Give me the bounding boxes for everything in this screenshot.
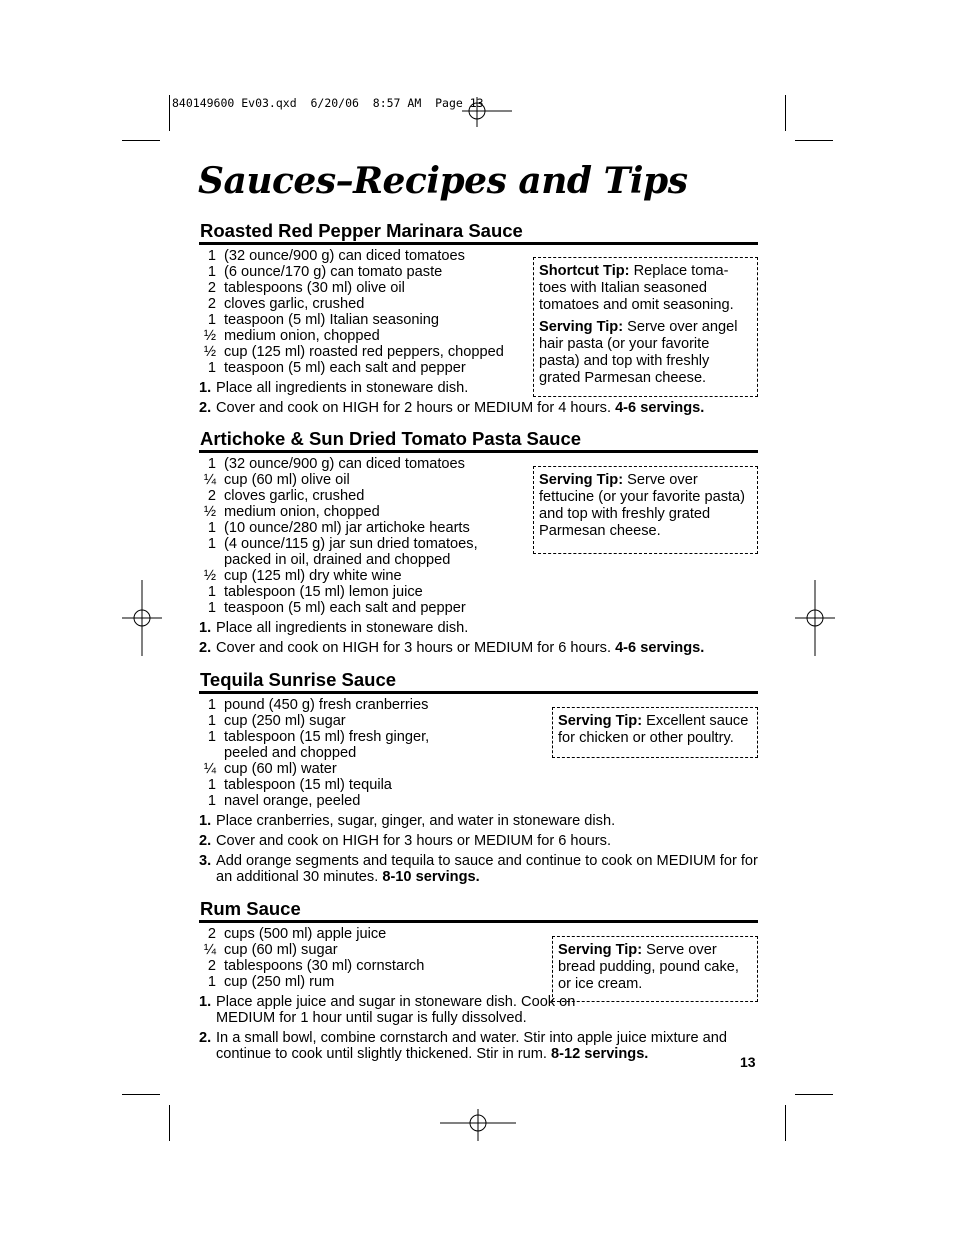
ingredient-qty: ¼ <box>203 761 216 777</box>
ingredient-qty: ½ <box>203 328 216 344</box>
ingredient-qty: ¼ <box>203 942 216 958</box>
tip-label: Serving Tip: <box>558 942 643 958</box>
tip-paragraph <box>558 942 753 993</box>
ingredient-text: cloves garlic, crushed <box>224 488 365 504</box>
ingredient-qty: ½ <box>203 568 216 584</box>
ingredient-text: cup (125 ml) roasted red peppers, chopped <box>224 344 504 360</box>
step-item <box>199 853 761 885</box>
step-list <box>199 813 758 885</box>
ingredient-text: (32 ounce/900 g) can diced tomatoes <box>224 456 465 472</box>
ingredient-qty: 2 <box>207 488 216 504</box>
tip-paragraph <box>539 319 753 387</box>
step-text: Place apple juice and sugar in stoneware dish. Cook on MEDIUM for 1 hour until sugar is fully dissolved. <box>216 994 576 1026</box>
step-number: 1. <box>199 994 212 1010</box>
crop-mark <box>122 140 160 141</box>
step-list <box>199 994 758 1062</box>
crop-mark <box>785 95 786 131</box>
step-text: Cover and cook on HIGH for 3 hours or MEDIUM for 6 hours. <box>216 640 616 656</box>
ingredient-qty: 2 <box>207 296 216 312</box>
ingredient-text: cup (60 ml) sugar <box>224 942 338 958</box>
ingredient-text: tablespoons (30 ml) olive oil <box>224 280 405 296</box>
ingredient-item <box>199 568 758 584</box>
crop-mark <box>169 95 170 131</box>
servings-yield: 4-6 servings. <box>615 640 705 656</box>
ingredient-qty: 1 <box>207 713 216 729</box>
ingredient-text: cups (500 ml) apple juice <box>224 926 387 942</box>
step-text: Place cranberries, sugar, ginger, and water in stoneware dish. <box>216 813 616 829</box>
ingredient-item <box>199 536 496 568</box>
registration-mark-left <box>122 580 162 656</box>
tip-label: Serving Tip: <box>539 472 624 488</box>
ingredient-text: cloves garlic, crushed <box>224 296 365 312</box>
ingredient-qty: 1 <box>207 697 216 713</box>
ingredient-text: (6 ounce/170 g) can tomato paste <box>224 264 443 280</box>
recipe-title: Tequila Sunrise Sauce <box>199 668 758 694</box>
step-list <box>199 620 758 656</box>
registration-mark-bottom <box>440 1109 516 1141</box>
ingredient-text: navel orange, peeled <box>224 793 361 809</box>
tip-text: Serve over angel hair pasta (or your favorite pasta) and top with freshly grated Parmesan cheese. <box>539 319 738 386</box>
ingredient-item <box>199 761 758 777</box>
step-number: 2. <box>199 1030 212 1046</box>
step-number: 1. <box>199 380 212 396</box>
ingredient-qty: 1 <box>207 264 216 280</box>
tip-text: Replace toma-toes with Italian seasoned tomatoes and omit seasoning. <box>539 263 734 313</box>
ingredient-item <box>199 777 758 793</box>
registration-mark-right <box>795 580 835 656</box>
ingredient-text: teaspoon (5 ml) each salt and pepper <box>224 600 466 616</box>
ingredient-qty: 1 <box>207 520 216 536</box>
servings-yield: 8-10 servings. <box>382 869 480 885</box>
ingredient-text: pound (450 g) fresh cranberries <box>224 697 429 713</box>
ingredient-item <box>199 729 439 761</box>
ingredient-text: tablespoons (30 ml) cornstarch <box>224 958 425 974</box>
ingredient-text: cup (125 ml) dry white wine <box>224 568 402 584</box>
tip-box <box>552 707 758 758</box>
ingredient-qty: 1 <box>207 536 216 552</box>
step-item <box>199 813 758 829</box>
ingredient-text: medium onion, chopped <box>224 504 380 520</box>
crop-mark <box>785 1105 786 1141</box>
ingredient-text: cup (250 ml) rum <box>224 974 335 990</box>
ingredient-text: tablespoon (15 ml) lemon juice <box>224 584 423 600</box>
tip-paragraph <box>558 713 753 747</box>
ingredient-text: teaspoon (5 ml) each salt and pepper <box>224 360 466 376</box>
tip-text: Serve over bread pudding, pound cake, or ice cream. <box>558 942 739 992</box>
ingredient-item <box>199 793 758 809</box>
ingredient-item <box>199 600 758 616</box>
ingredient-text: medium onion, chopped <box>224 328 380 344</box>
servings-yield: 8-12 servings. <box>551 1046 649 1062</box>
ingredient-qty: ¼ <box>203 472 216 488</box>
ingredient-text: cup (60 ml) water <box>224 761 337 777</box>
ingredient-qty: 1 <box>207 729 216 745</box>
ingredient-qty: 1 <box>207 777 216 793</box>
page-number: 13 <box>740 1054 756 1070</box>
tip-box <box>533 257 758 397</box>
step-text: Cover and cook on HIGH for 2 hours or MEDIUM for 4 hours. <box>216 400 616 416</box>
crop-mark <box>795 140 833 141</box>
printer-slug: 840149600 Ev03.qxd 6/20/06 8:57 AM Page 13 <box>172 96 484 110</box>
step-item <box>199 400 758 416</box>
step-text: Add orange segments and tequila to sauce and continue to cook on MEDIUM for for an additional 30 minutes. <box>216 853 758 885</box>
ingredient-text: cup (250 ml) sugar <box>224 713 346 729</box>
step-number: 2. <box>199 400 212 416</box>
step-item <box>199 1030 744 1062</box>
ingredient-text: tablespoon (15 ml) tequila <box>224 777 392 793</box>
ingredient-qty: 2 <box>207 926 216 942</box>
step-number: 1. <box>199 813 212 829</box>
tip-label: Serving Tip: <box>558 713 643 729</box>
registration-mark-top <box>462 97 512 127</box>
step-text: Cover and cook on HIGH for 3 hours or MEDIUM for 6 hours. <box>216 833 611 849</box>
step-number: 2. <box>199 833 212 849</box>
tip-label: Serving Tip: <box>539 319 624 335</box>
recipe-section <box>199 668 758 889</box>
step-item <box>199 640 758 656</box>
ingredient-qty: 1 <box>207 456 216 472</box>
ingredient-text: cup (60 ml) olive oil <box>224 472 350 488</box>
crop-mark <box>169 1105 170 1141</box>
tip-label: Shortcut Tip: <box>539 263 630 279</box>
tip-text: Excellent sauce for chicken or other poultry. <box>558 713 749 746</box>
recipe-title: Roasted Red Pepper Marinara Sauce <box>199 219 758 245</box>
crop-mark <box>795 1094 833 1095</box>
ingredient-qty: ½ <box>203 504 216 520</box>
ingredient-text: (10 ounce/280 ml) jar artichoke hearts <box>224 520 470 536</box>
step-number: 2. <box>199 640 212 656</box>
ingredient-qty: 1 <box>207 584 216 600</box>
ingredient-qty: 1 <box>207 974 216 990</box>
ingredient-text: (4 ounce/115 g) jar sun dried tomatoes, packed in oil, drained and chopped <box>224 536 478 568</box>
ingredient-qty: 1 <box>207 600 216 616</box>
ingredient-qty: 1 <box>207 248 216 264</box>
ingredient-text: tablespoon (15 ml) fresh ginger, peeled and chopped <box>224 729 430 761</box>
recipe-title: Rum Sauce <box>199 897 758 923</box>
ingredient-qty: 1 <box>207 793 216 809</box>
ingredient-text: (32 ounce/900 g) can diced tomatoes <box>224 248 465 264</box>
tip-paragraph <box>539 472 753 540</box>
ingredient-qty: 2 <box>207 958 216 974</box>
page-title: Sauces–Recipes and Tips <box>198 160 688 202</box>
tip-box <box>552 936 758 1002</box>
recipe-title: Artichoke & Sun Dried Tomato Pasta Sauce <box>199 427 758 453</box>
ingredient-qty: ½ <box>203 344 216 360</box>
tip-box <box>533 466 758 554</box>
step-text: Place all ingredients in stoneware dish. <box>216 380 469 396</box>
ingredient-item <box>199 584 758 600</box>
tip-paragraph <box>539 263 753 314</box>
step-text: In a small bowl, combine cornstarch and water. Stir into apple juice mixture and continue to cook until slightly thickened. Stir in rum. <box>216 1030 728 1062</box>
step-item <box>199 620 758 636</box>
ingredient-qty: 1 <box>207 360 216 376</box>
step-number: 3. <box>199 853 212 869</box>
ingredient-qty: 1 <box>207 312 216 328</box>
crop-mark <box>122 1094 160 1095</box>
tip-text: Serve over fettucine (or your favorite pasta) and top with freshly grated Parmesan cheese. <box>539 472 746 539</box>
ingredient-text: teaspoon (5 ml) Italian seasoning <box>224 312 439 328</box>
step-number: 1. <box>199 620 212 636</box>
ingredient-qty: 2 <box>207 280 216 296</box>
servings-yield: 4-6 servings. <box>615 400 705 416</box>
step-text: Place all ingredients in stoneware dish. <box>216 620 469 636</box>
step-item <box>199 833 758 849</box>
